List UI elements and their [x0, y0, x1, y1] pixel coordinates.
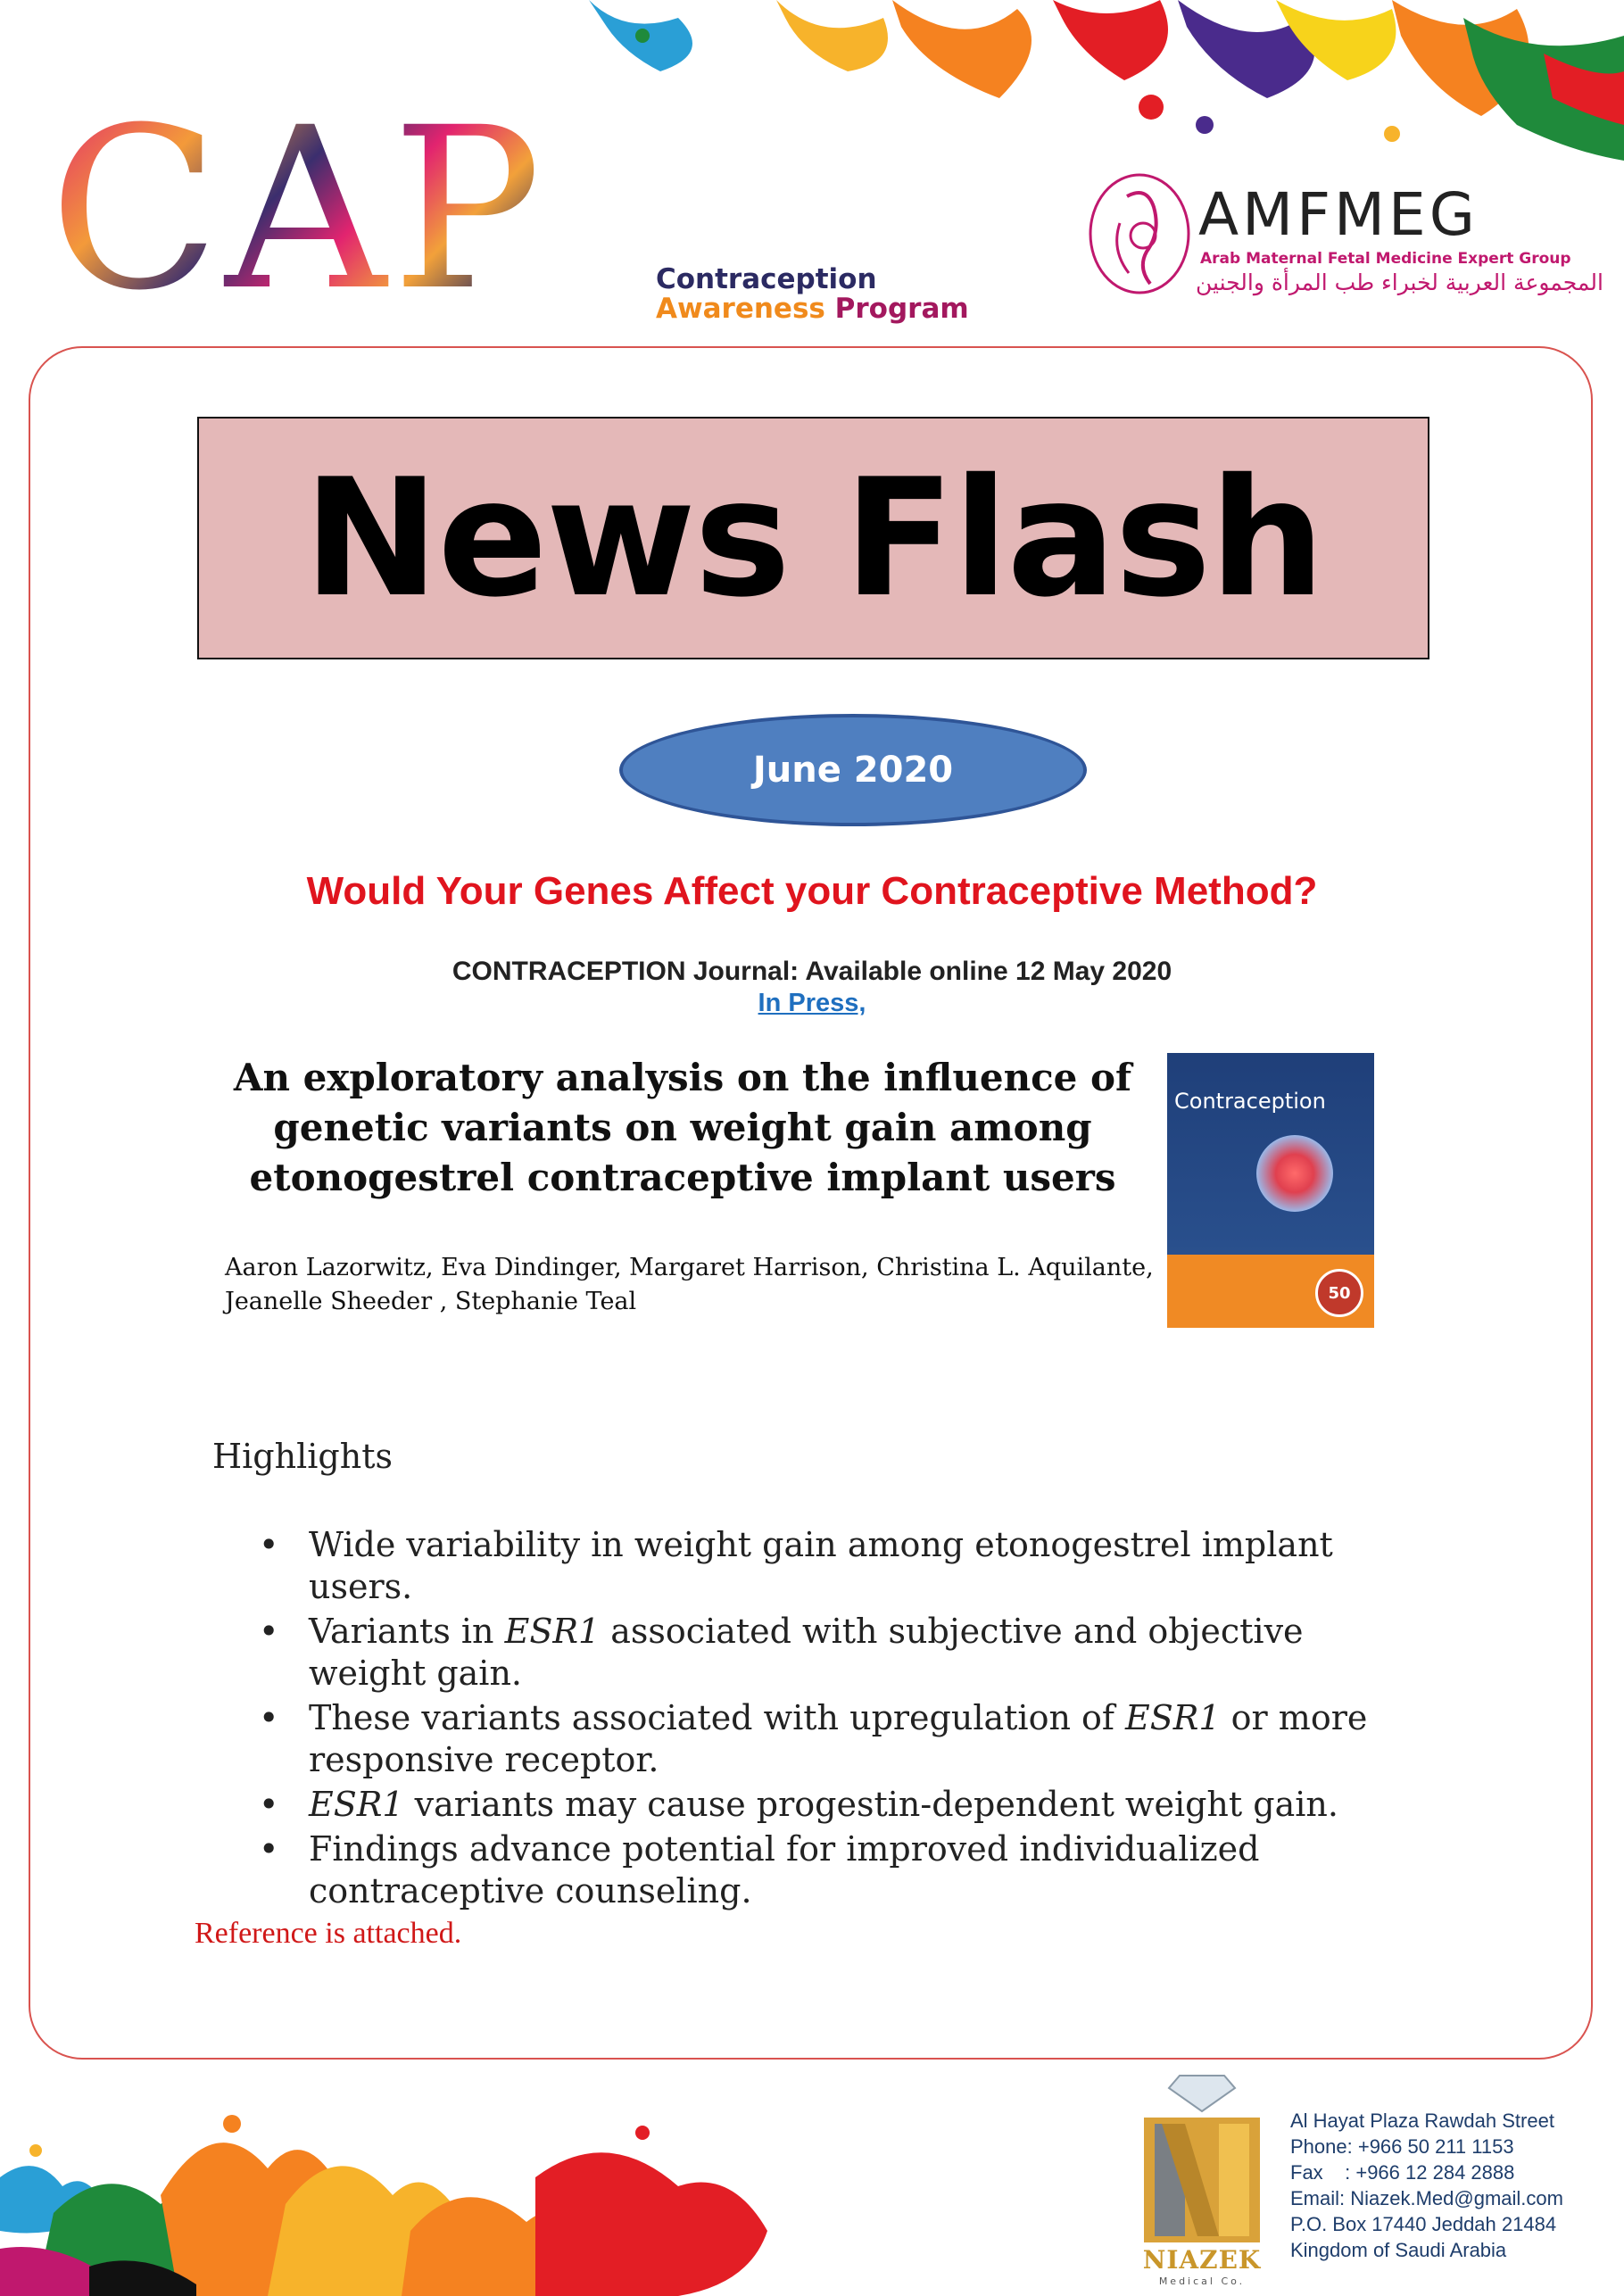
amfmeg-subtitle: Arab Maternal Fetal Medicine Expert Group	[1200, 250, 1571, 268]
phone-line: Phone: +966 50 211 1153	[1290, 2135, 1514, 2158]
highlight-item: • ESR1 variants may cause progestin-dependent weight gain.	[259, 1784, 1410, 1826]
amfmeg-name: AMFMEG	[1198, 180, 1479, 249]
journal-cover-cell-graphic	[1256, 1135, 1333, 1212]
news-flash-banner	[197, 417, 1429, 659]
po-box-line: P.O. Box 17440 Jeddah 21484	[1290, 2213, 1557, 2235]
cap-logo-line2	[656, 293, 969, 325]
highlight-item: • Findings advance potential for improved individualized contraceptive counseling.	[259, 1828, 1410, 1912]
amfmeg-logo	[1084, 170, 1603, 312]
cap-logo-letters: CAP	[49, 79, 548, 339]
headline: Would Your Genes Affect your Contraceptive Method?	[306, 869, 1318, 913]
reference-note: Reference is attached.	[195, 1917, 462, 1950]
article-title: An exploratory analysis on the influence of genetic variants on weight gain among etonogestrel contraceptive implant users	[233, 1056, 1132, 1199]
journal-cover-image	[1167, 1053, 1374, 1328]
amfmeg-arabic-name: المجموعة العربية لخبراء طب المرأة والجنين	[1196, 269, 1603, 295]
highlight-item: • These variants associated with upregulation of ESR1 or more responsive receptor.	[259, 1697, 1410, 1781]
cap-logo-program: Program	[834, 293, 969, 325]
niazek-subtitle: Medical Co.	[1158, 2275, 1246, 2287]
date-text: June 2020	[752, 750, 954, 791]
niazek-logo	[1135, 2068, 1269, 2287]
amfmeg-emblem-icon	[1084, 170, 1200, 303]
email-line[interactable]: Email: Niazek.Med@gmail.com	[1290, 2187, 1563, 2209]
journal-cover-anniversary-badge: 50	[1315, 1269, 1363, 1317]
highlights-heading: Highlights	[212, 1437, 393, 1476]
highlight-item: • Variants in ESR1 associated with subjective and objective weight gain.	[259, 1611, 1410, 1695]
cap-logo-line1: Contraception	[656, 263, 877, 295]
fax-line: Fax : +966 12 284 2888	[1290, 2161, 1515, 2184]
niazek-name: NIAZEK	[1142, 2245, 1262, 2275]
in-press-link[interactable]: In Press,	[758, 989, 866, 1017]
journal-cover-title: Contraception	[1174, 1089, 1326, 1114]
date-badge	[619, 714, 1087, 826]
cap-logo-awareness: Awareness	[656, 293, 825, 325]
news-flash-title: News Flash	[302, 443, 1323, 633]
cap-logo	[49, 79, 977, 339]
paint-splash-decoration-bottom	[0, 2070, 803, 2296]
article-authors: Aaron Lazorwitz, Eva Dindinger, Margaret Harrison, Christina L. Aquilante, Jeanelle Sheeder , Stephanie Teal	[225, 1254, 1154, 1315]
country-line: Kingdom of Saudi Arabia	[1290, 2239, 1507, 2261]
journal-availability: CONTRACEPTION Journal: Available online 12 May 2020	[452, 957, 1172, 986]
highlights-list	[259, 1524, 1410, 1915]
highlight-item: • Wide variability in weight gain among etonogestrel implant users.	[259, 1524, 1410, 1608]
contact-address	[1290, 2108, 1563, 2263]
address-line: Al Hayat Plaza Rawdah Street	[1290, 2110, 1554, 2132]
niazek-diamond-logo	[1135, 2068, 1269, 2247]
